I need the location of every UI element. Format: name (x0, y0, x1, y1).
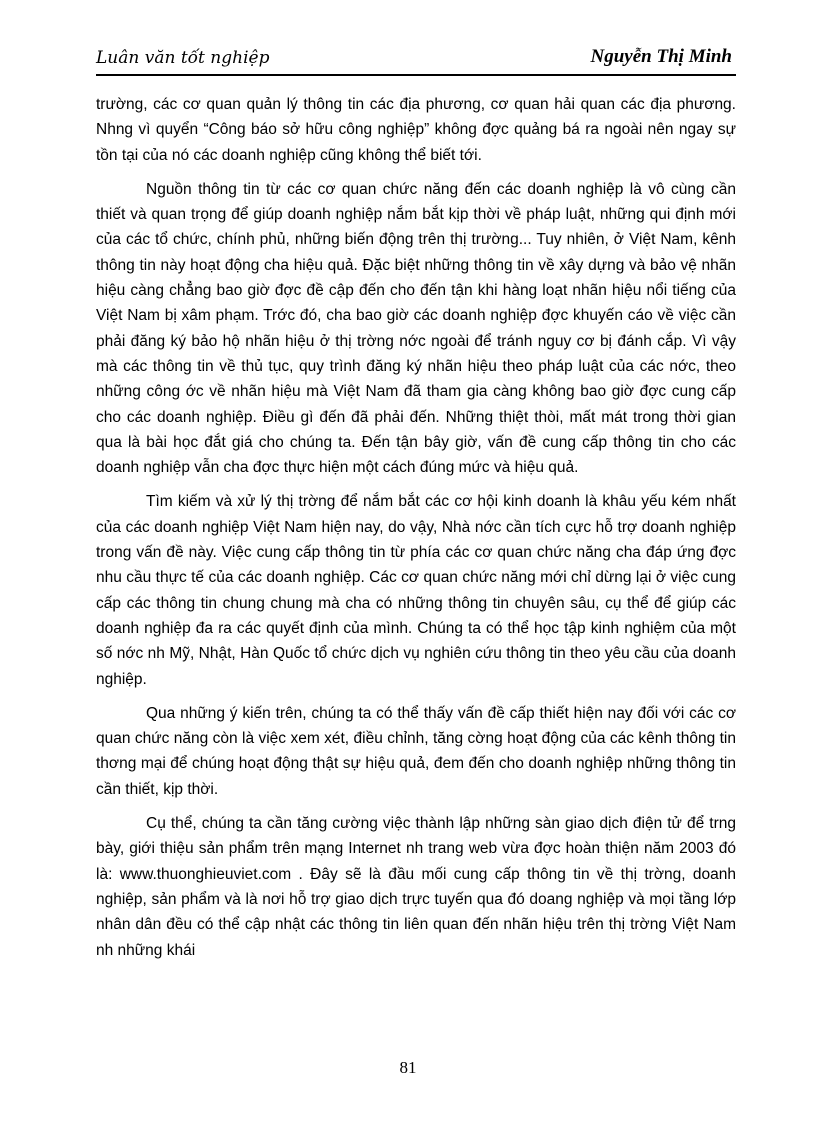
paragraph: Tìm kiếm và xử lý thị trờng để nắm bắt các cơ hội kinh doanh là khâu yếu kém nhất của các doanh nghiệp Việt Nam hiện nay, do vậy, Nhà nớc cần tích cực hỗ trợ doanh nghiệp trong vấn đề này. Việc cung cấp thông tin từ phía các cơ quan chức năng cha đáp ứng đợc nhu cầu thực tế của các doanh nghiệp. Các cơ quan chức năng mới chỉ dừng lại ở việc cung cấp các thông tin chung chung mà cha có những thông tin chuyên sâu, cụ thể để giúp các doanh nghiệp đa ra các quyết định của mình. Chúng ta có thể học tập kinh nghiệm của một số nớc nh Mỹ, Nhật, Hàn Quốc tổ chức dịch vụ nghiên cứu thông tin theo yêu cầu của doanh nghiệp. (96, 493, 736, 688)
header-author-name: Nguyễn Thị Minh (590, 46, 732, 67)
page-header (96, 44, 736, 76)
header-thesis-title: Luân văn tốt nghiệp (96, 48, 270, 68)
paragraph: Qua những ý kiến trên, chúng ta có thể thấy vấn đề cấp thiết hiện nay đối với các cơ quan chức năng còn là việc xem xét, điều chỉnh, tăng cờng hoạt động của các kênh thông tin thơng mại để chúng hoạt động thật sự hiệu quả, đem đến cho doanh nghiệp những thông tin cần thiết, kịp thời. (96, 704, 736, 798)
paragraph-continuation: trường, các cơ quan quản lý thông tin các địa phương, cơ quan hải quan các địa phương. Nhng vì quyển “Công báo sở hữu công nghiệp” không đợc quảng bá ra ngoài nên ngay sự tồn tại của nó các doanh nghiệp cũng không thể biết tới. (96, 96, 736, 164)
paragraph: Nguồn thông tin từ các cơ quan chức năng đến các doanh nghiệp là vô cùng cần thiết và quan trọng để giúp doanh nghiệp nắm bắt kịp thời về pháp luật, những qui định mới của các tổ chức, chính phủ, những biến động trên thị trường... Tuy nhiên, ở Việt Nam, kênh thông tin này hoạt động cha hiệu quả. Đặc biệt những thông tin về xây dựng và bảo vệ nhãn hiệu càng chẳng bao giờ đợc đề cập đến cho đến tận khi hàng loạt nhãn hiệu nổi tiếng của Việt Nam bị xâm phạm. Trớc đó, cha bao giờ các doanh nghiệp đợc khuyến cáo về việc cần phải đăng ký bảo hộ nhãn hiệu ở thị trờng nớc ngoài để tránh nguy cơ bị đánh cắp. Vì vậy mà các thông tin về thủ tục, quy trình đăng ký nhãn hiệu theo pháp luật của các nớc, theo những công ớc về nhãn hiệu mà Việt Nam đã tham gia càng không bao giờ đợc cung cấp cho các doanh nghiệp. Điều gì đến đã phải đến. Những thiệt thòi, mất mát trong thời gian qua là bài học đắt giá cho chúng ta. Đến tận bây giờ, vấn đề cung cấp thông tin cho các doanh nghiệp vẫn cha đợc thực hiện một cách đúng mức và hiệu quả. (96, 180, 736, 477)
paragraph: Cụ thể, chúng ta cần tăng cường việc thành lập những sàn giao dịch điện tử để trng bày, giới thiệu sản phẩm trên mạng Internet nh trang web vừa đợc hoàn thiện năm 2003 đó là: www.thuonghieuviet.com . Đây sẽ là đầu mối cung cấp thông tin về thị trờng, doanh nghiệp, sản phẩm và là nơi hỗ trợ giao dịch trực tuyến qua đó doang nghiệp và mọi tầng lớp nhân dân đều có thể cập nhật các thông tin liên quan đến nhãn hiệu trên thị trờng Việt Nam nh những khái (96, 815, 736, 959)
page-number: 81 (399, 1058, 417, 1077)
page-body (96, 92, 736, 972)
